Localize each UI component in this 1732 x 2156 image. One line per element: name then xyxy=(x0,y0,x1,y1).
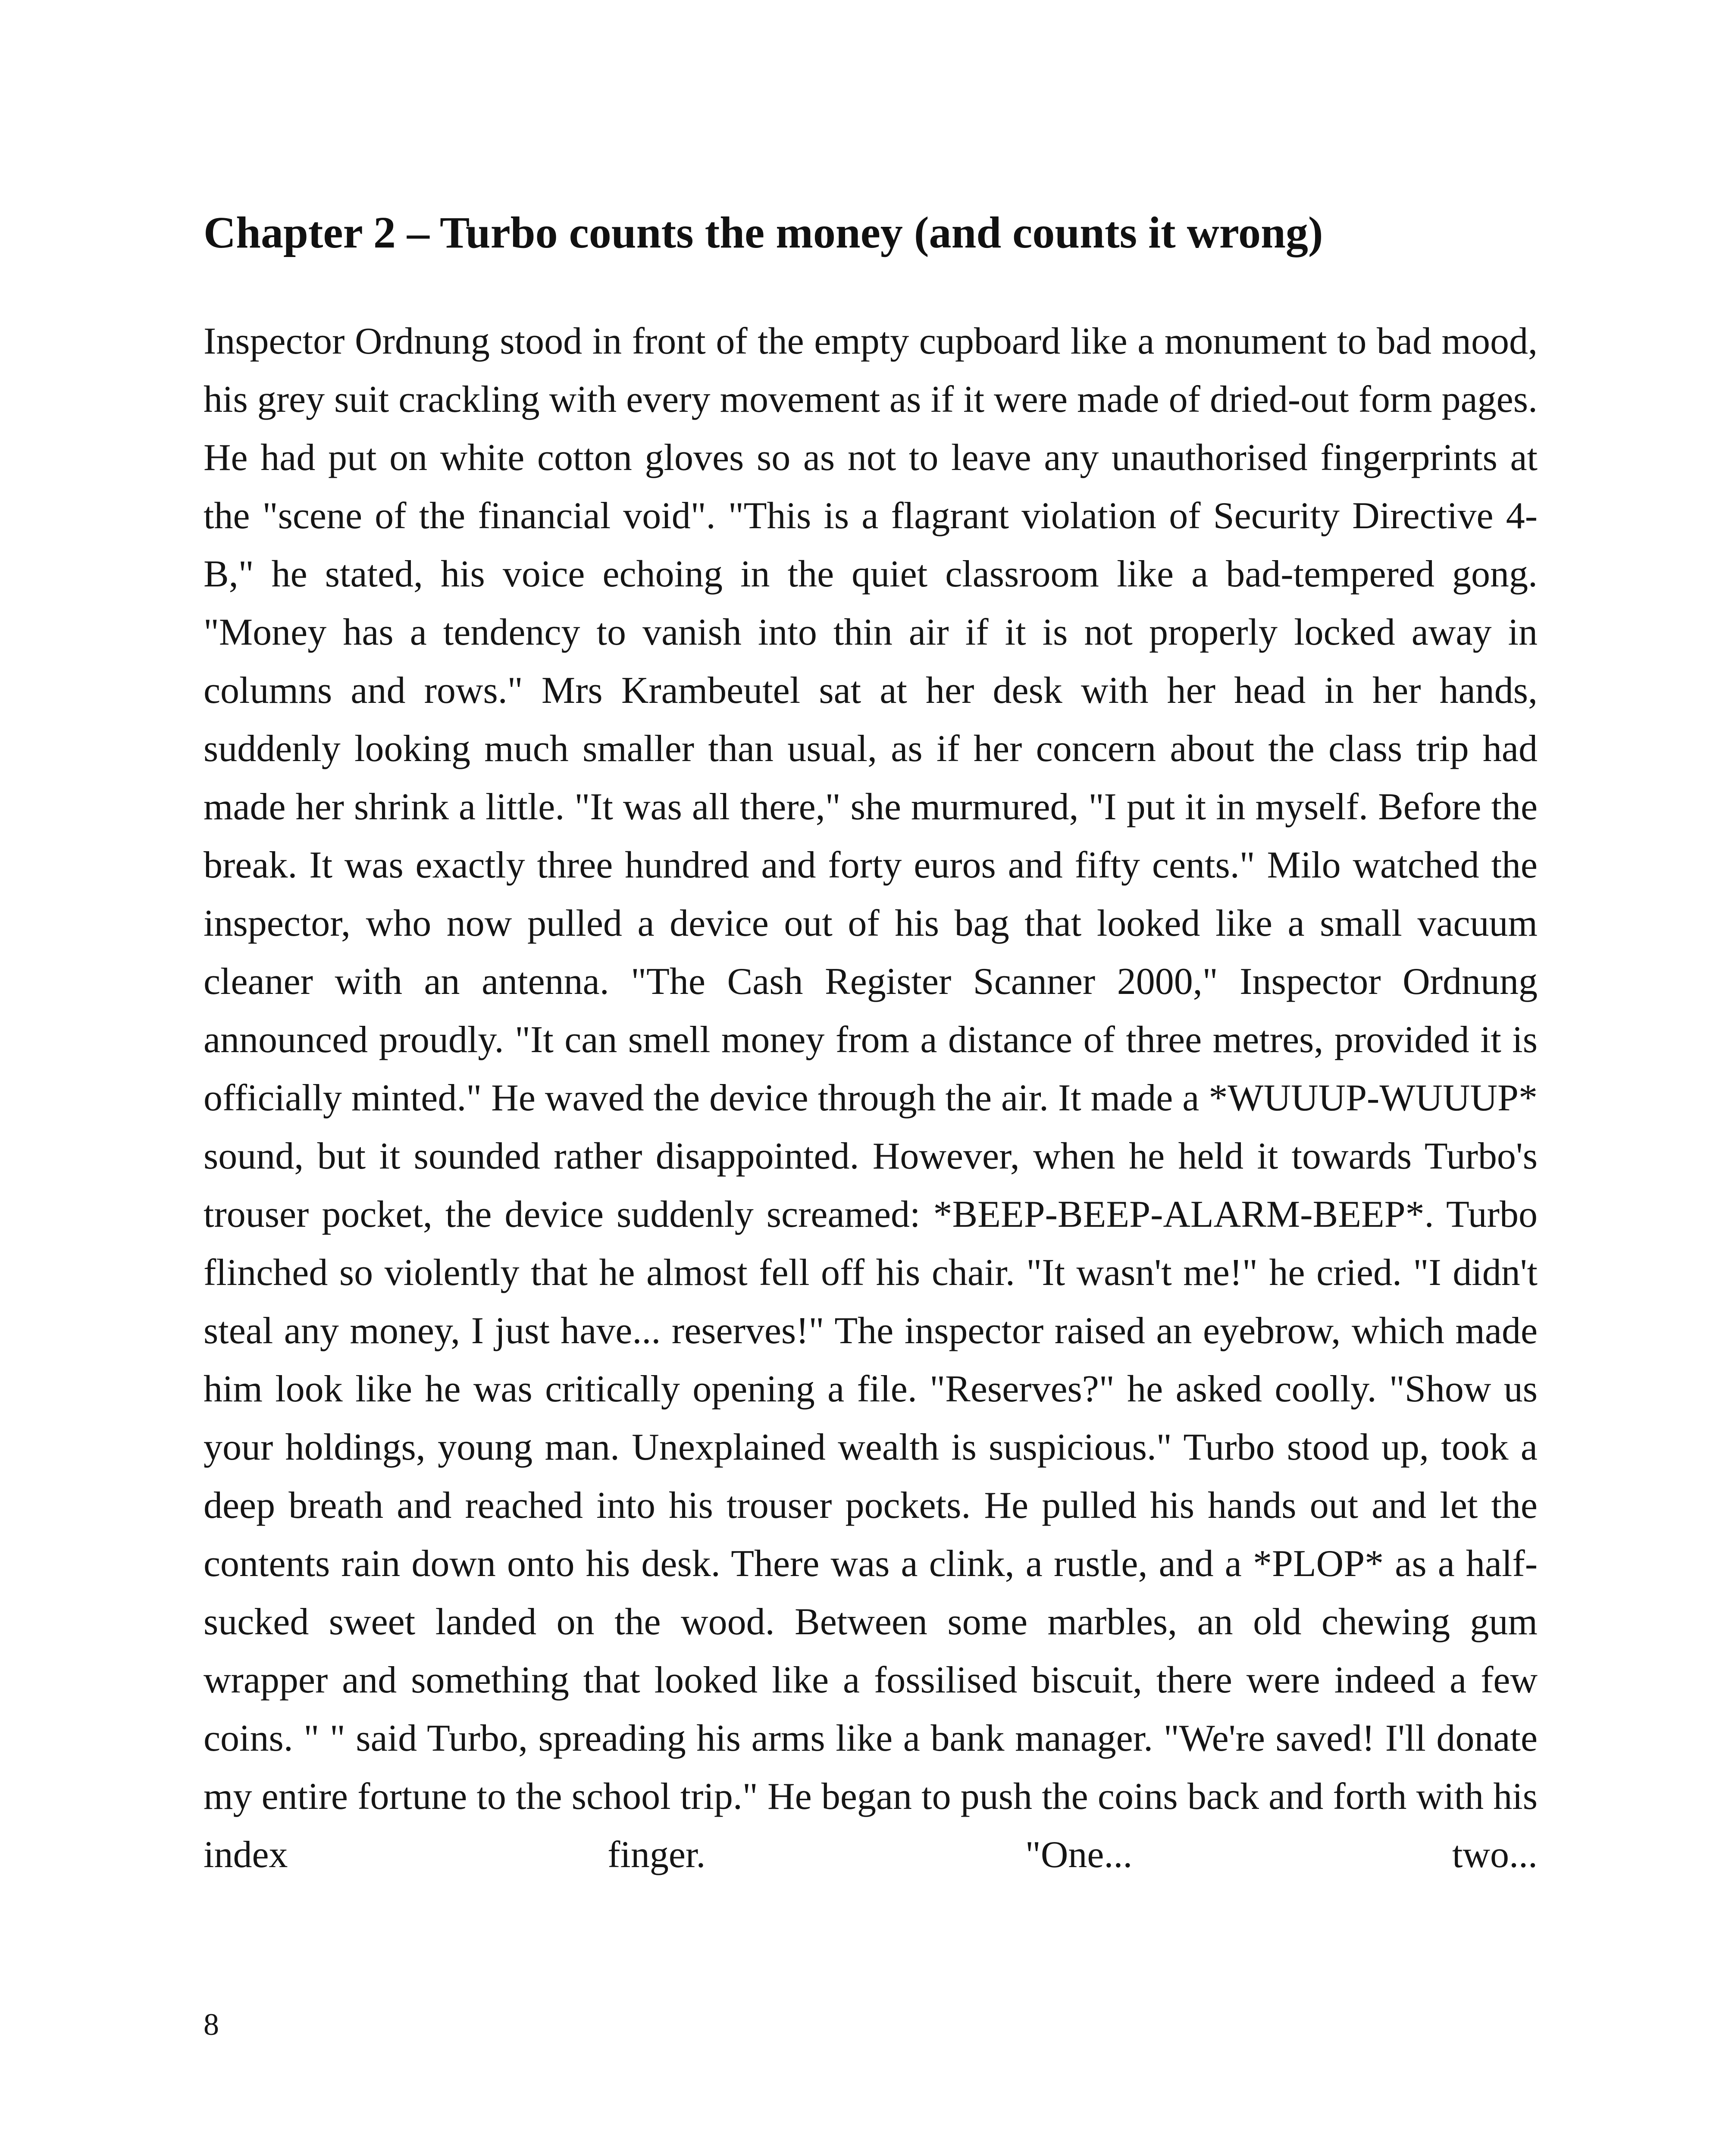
page-number: 8 xyxy=(204,2007,219,2042)
body-paragraph: Inspector Ordnung stood in front of the empty cupboard like a monument to bad mood, his grey suit crackling with every movement as if it were made of dried-out form pages. He had put on white cotton gloves so as not to leave any unauthorised fingerprints at the "scene of the financial void". "This is a flagrant violation of Security Directive 4-B," he stated, his voice echoing in the quiet classroom like a bad-tempered gong. "Money has a tendency to vanish into thin air if it is not properly locked away in columns and rows." Mrs Krambeutel sat at her desk with her head in her hands, suddenly looking much smaller than usual, as if her concern about the class trip had made her shrink a little. "It was all there," she murmured, "I put it in myself. Before the break. It was exactly three hundred and forty euros and fifty cents." Milo watched the inspector, who now pulled a device out of his bag that looked like a small vacuum cleaner with an antenna. "The Cash Register Scanner 2000," Inspector Ordnung announced proudly. "It can smell money from a distance of three metres, provided it is officially minted." He waved the device through the air. It made a *WUUUP-WUUUP* sound, but it sounded rather disappointed. However, when he held it towards Turbo's trouser pocket, the device suddenly screamed: *BEEP-BEEP-ALARM-BEEP*. Turbo flinched so violently that he almost fell off his chair. "It wasn't me!" he cried. "I didn't steal any money, I just have... reserves!" The inspector raised an eyebrow, which made him look like he was critically opening a file. "Reserves?" he asked coolly. "Show us your holdings, young man. Unexplained wealth is suspicious." Turbo stood up, took a deep breath and reached into his trouser pockets. He pulled his hands out and let the contents rain down onto his desk. There was a clink, a rustle, and a *PLOP* as a half-sucked sweet landed on the wood. Between some marbles, an old chewing gum wrapper and something that looked like a fossilised biscuit, there were indeed a few coins. " " said Turbo, spreading his arms like a bank manager. "We're saved! I'll donate my entire fortune to the school trip." He began to push the coins back and forth with his index finger. "One... two... xyxy=(204,320,1538,1876)
chapter-title: Chapter 2 – Turbo counts the money (and counts it wrong) xyxy=(204,208,1323,257)
